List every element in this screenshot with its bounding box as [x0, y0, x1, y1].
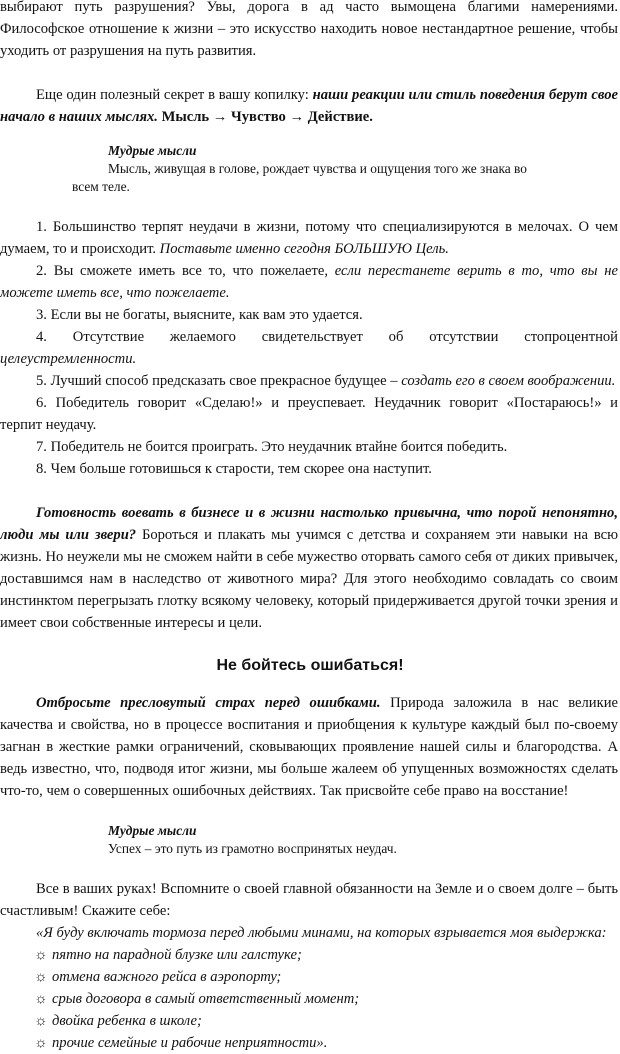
sun-icon: ☼: [34, 991, 48, 1007]
sun-icon: ☼: [34, 1013, 48, 1029]
rule-item: 3. Если вы не богаты, выясните, как вам это удается.: [36, 307, 363, 323]
rule-item: 6. Победитель говорит «Сделаю!» и преуспевает. Неудачник говорит «Постараюсь!» и терпит неудачу.: [0, 395, 618, 433]
annoyances-list: [0, 944, 620, 1054]
list-item: ☼ отмена важного рейса в аэропорту;: [0, 966, 620, 988]
sun-icon: ☼: [34, 947, 48, 963]
quote-intro: «Я буду включать тормоза перед любыми минами, на которых взрывается моя выдержка:: [36, 925, 607, 941]
wise-thoughts-text: Успех – это путь из грамотно воспринятых неудач.: [108, 841, 397, 856]
sun-icon: ☼: [34, 1035, 48, 1051]
wise-thoughts-text: Мысль, живущая в голове, рождает чувства и ощущения того же знака во всем теле.: [72, 161, 527, 194]
secret-formula: Мысль → Чувство → Действие.: [157, 109, 373, 125]
rule-item: 7. Победитель не боится проиграть. Это неудачник втайне боится победить.: [36, 439, 508, 455]
paragraph-fear: Отбросьте пресловутый страх перед ошибками. Природа заложила в нас великие качества и свойства, но в процессе воспитания и приобщения к культуре каждый был по-своему загнан в жесткие рамки ограничений, сковывающих проявление нашей силы и благородства. А ведь известно, что, подводя итог жизни, мы больше жалеем об упущенных возможностях сделать что-то, чем о совершенных ошибочных действиях. Так присвойте себе право на восстание!: [0, 695, 618, 799]
rule-item: 5. Лучший способ предсказать свое прекрасное будущее – создать его в своем воображении.: [36, 373, 616, 389]
rule-item: 4. Отсутствие желаемого свидетельствует об отсутствии стопроцентной целеустремленности.: [0, 329, 618, 367]
list-item: ☼ срыв договора в самый ответственный момент;: [0, 988, 620, 1010]
rules-list: [0, 216, 620, 480]
paragraph-readiness: Готовность воевать в бизнесе и в жизни настолько привычна, что порой непонятно, люди мы или звери? Бороться и плакать мы учимся с детства и сохраняем эти навыки на всю жизнь. Но неужели мы не сможем найти в себе мужество оторвать самого себя от диких привычек, доставшимся нам в наследство от животного мира? Для этого необходимо совладать со своим инстинктом перегрызать глотку всякому человеку, который придерживается другой точки зрения и имеет свои собственные интересы и цели.: [0, 505, 618, 631]
section-heading: Не бойтесь ошибаться!: [216, 657, 404, 674]
rule-item: 1. Большинство терпят неудачи в жизни, потому что специализируются в мелочах. О чем думаем, то и происходит. Поставьте именно сегодня БОЛЬШУЮ Цель.: [0, 219, 618, 257]
list-item: ☼ двойка ребенка в школе;: [0, 1010, 620, 1032]
paragraph-secret: [0, 84, 620, 128]
rule-item: 2. Вы сможете иметь все то, что пожелаете, если перестанете верить в то, что вы не можете иметь все, что пожелаете.: [0, 263, 618, 301]
secret-bold-italic: наши реакции или стиль поведения берут свое начало в наших мыслях.: [0, 87, 618, 125]
wise-thoughts-block-2: [0, 822, 620, 858]
wise-thoughts-title: Мудрые мысли: [108, 143, 197, 158]
paragraph-intro: выбирают путь разрушения? Увы, дорога в ад часто вымощена благими намерениями. Философское отношение к жизни – это искусство находить новое нестандартное решение, чтобы уходить от разрушения на путь развития.: [0, 0, 618, 59]
wise-thoughts-title: Мудрые мысли: [108, 823, 197, 838]
wise-thoughts-block-1: [0, 142, 620, 196]
paragraph-hands: Все в ваших руках! Вспомните о своей главной обязанности на Земле и о своем долге – быть счастливым! Скажите себе:: [0, 881, 618, 919]
rule-item: 8. Чем больше готовишься к старости, тем скорее она наступит.: [36, 461, 432, 477]
secret-lead: Еще один полезный секрет в вашу копилку:: [36, 87, 313, 103]
list-item: ☼ прочие семейные и рабочие неприятности».: [0, 1032, 620, 1054]
sun-icon: ☼: [34, 969, 48, 985]
list-item: ☼ пятно на парадной блузке или галстуке;: [0, 944, 620, 966]
